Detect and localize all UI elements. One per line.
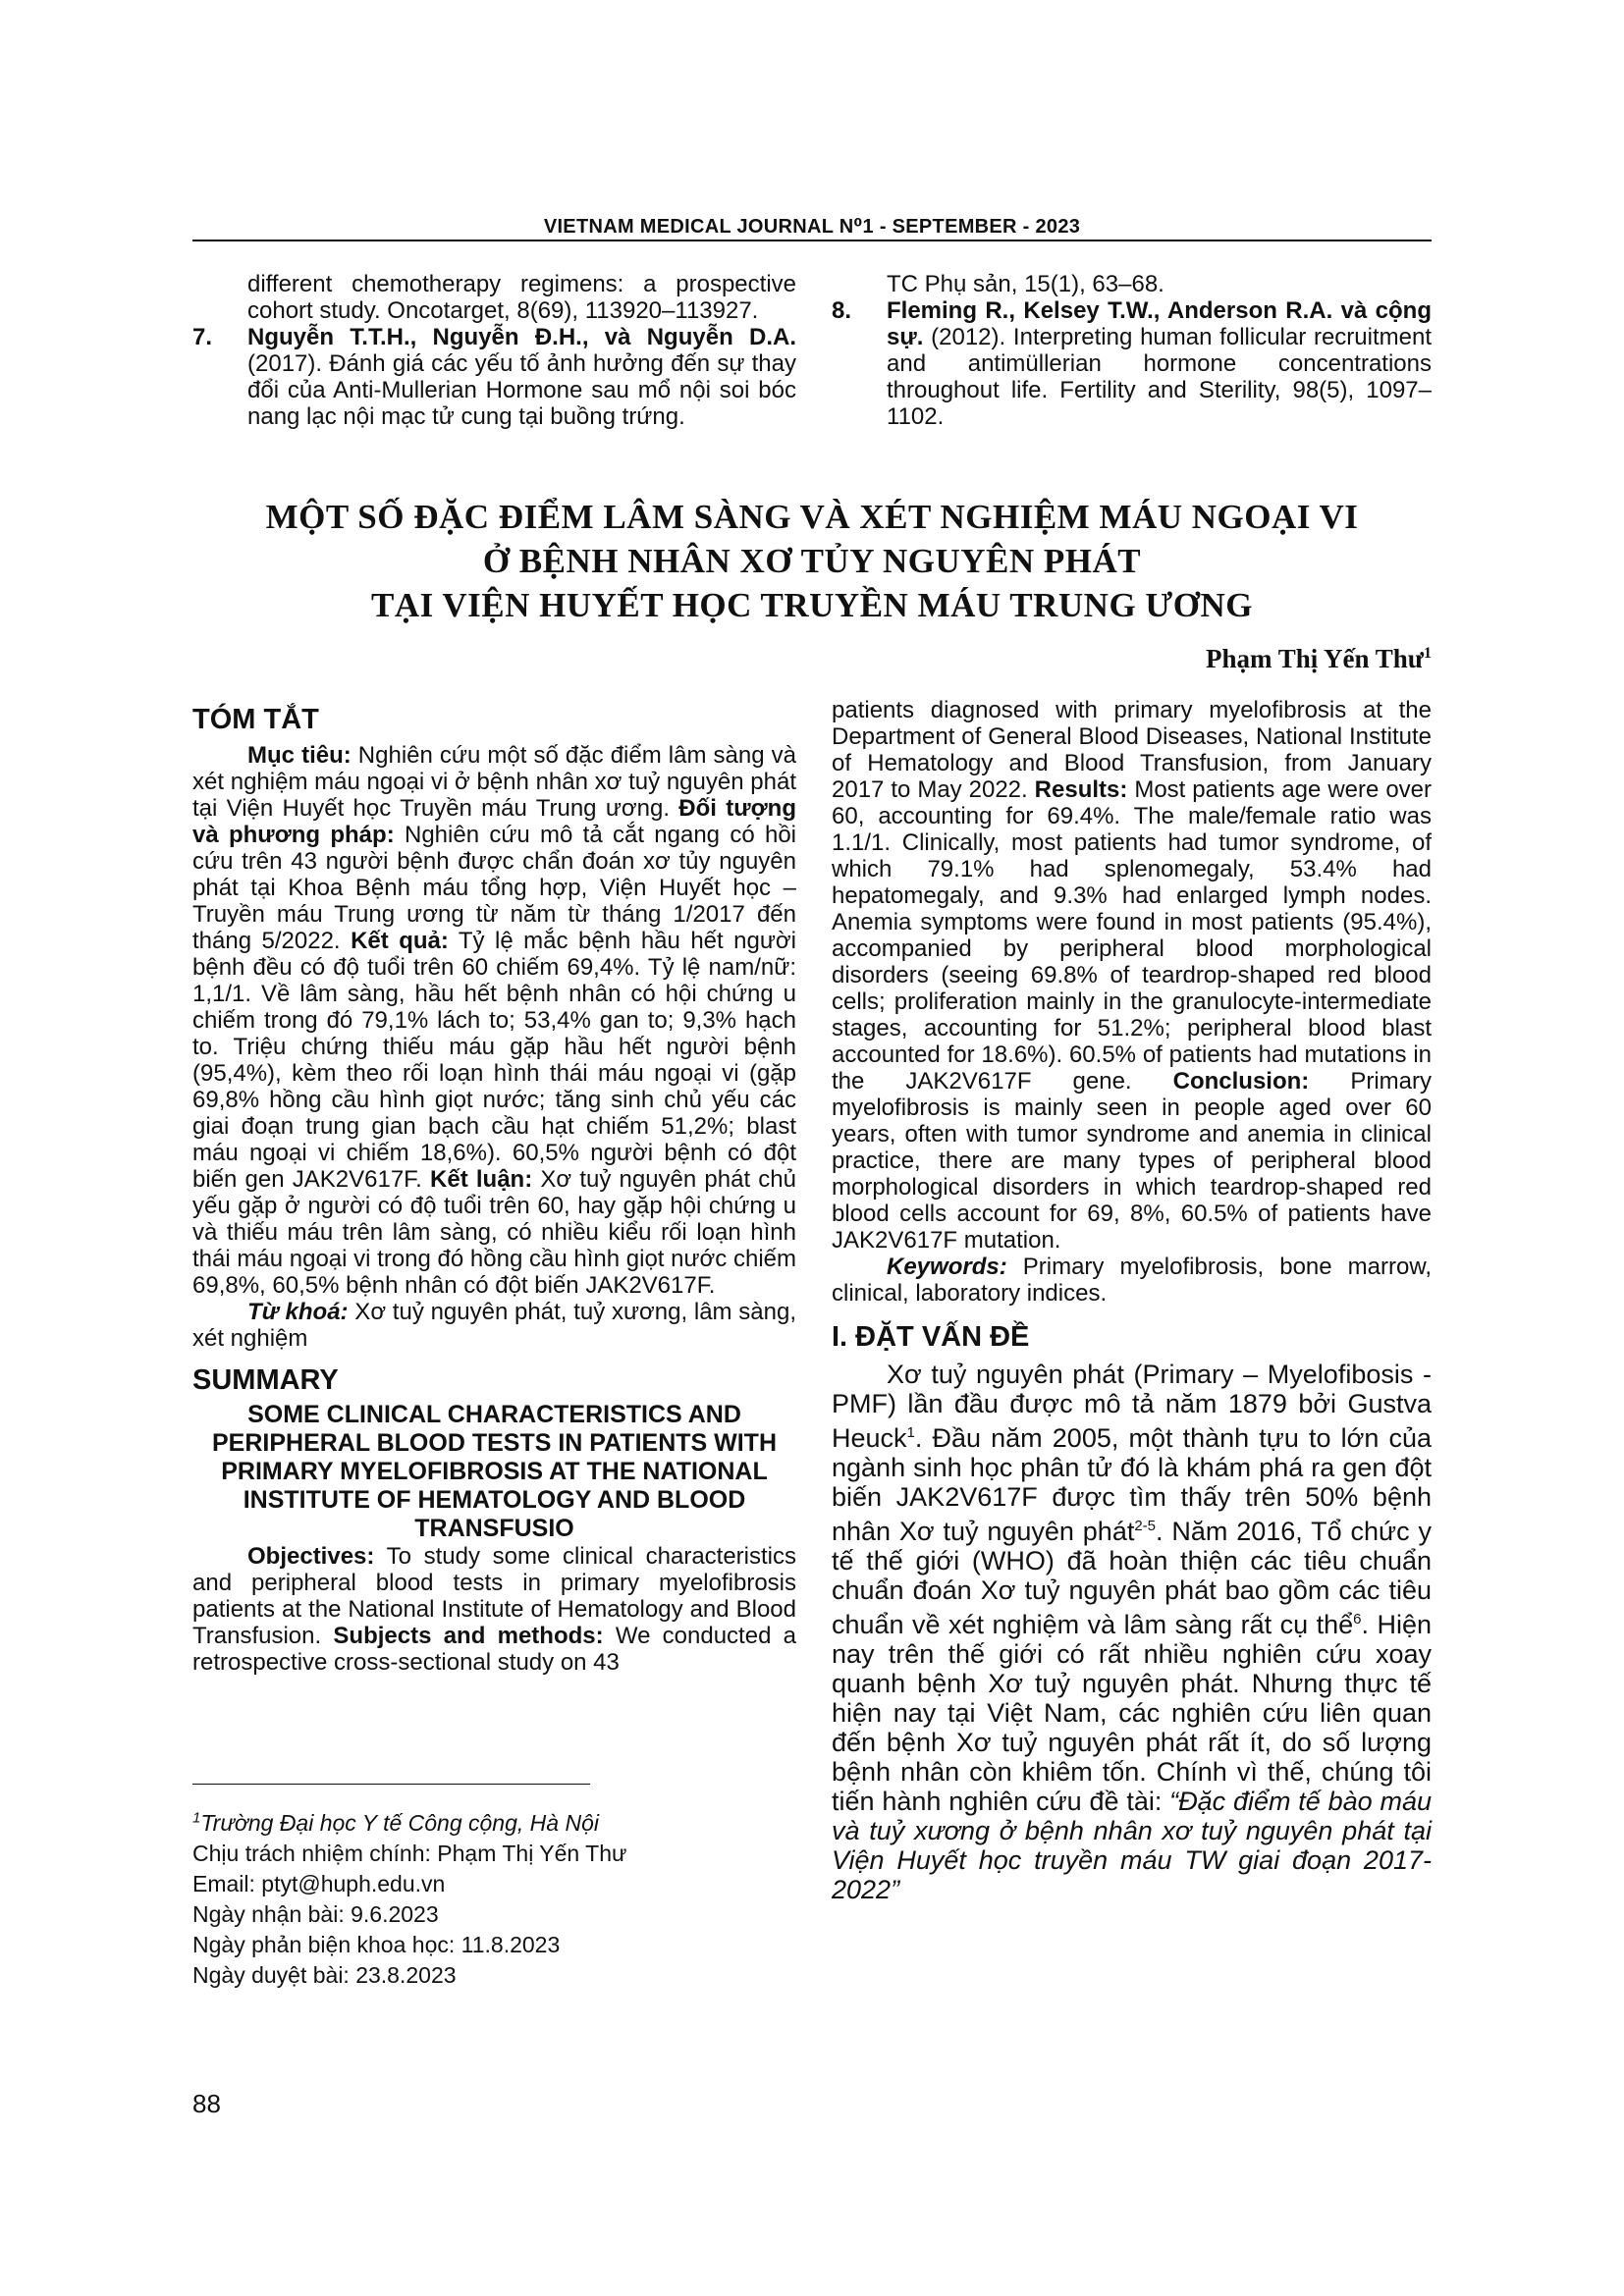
summary-body-right [832,697,1432,1254]
tu-khoa [192,1299,796,1352]
objectives-text: To study some clinical characteristics and peripheral blood tests in primary myelofibrosis patients at the National Institute of Hematology and Blood Transfusion. [192,1543,796,1649]
author-name: Phạm Thị Yến Thư [1205,644,1424,673]
title-line-3: TẠI VIỆN HUYẾT HỌC TRUYỀN MÁU TRUNG ƯƠNG [370,586,1254,624]
footnote-mark: 1 [192,1809,201,1826]
results-text: Most patients age were over 60, accounting for 69.4%. The male/female ratio was 1.1/1. Clinically, most patients had tumor syndrome, of which 79.1% had splenomegaly, 53.4% had hepatomegaly, and 9.3% had enlarged lymph nodes. Anemia symptoms were found in most patients (95.4%), accompanied by peripheral blood morphological disorders (seeing 69.8% of teardrop-shaped red blood cells; proliferation mainly in the granulocyte-intermediate stages, accounting for 51.2%; peripheral blood blast accounted for 18.6%). 60.5% of patients had mutations in the JAK2V617F gene. [832,776,1432,1095]
journal-header: VIETNAM MEDICAL JOURNAL N⁰1 - SEPTEMBER - 2023 [543,216,1081,238]
tu-khoa-label: Từ khoá: [247,1299,349,1325]
conclusion-text: Primary myelofibrosis is mainly seen in people aged over 60 years, often with tumor syndrome and anemia in clinical practice, there are many types of peripheral blood morphological disorders in which teardrop-shaped red blood cells account for 69, 8%, 60.5% of patients have JAK2V617F mutation. [832,1068,1432,1254]
references-right [832,271,1432,430]
intro-heading: I. ĐẶT VẤN ĐỀ [832,1321,1030,1353]
footnote-rule [192,1784,590,1785]
keywords-text: Primary myelofibrosis, bone marrow, clinical, laboratory indices. [832,1254,1432,1307]
objectives-label: Objectives: [247,1543,375,1570]
keywords-label: Keywords: [887,1254,1007,1280]
footnote-affiliation [192,1802,782,1839]
article-title [192,495,1432,627]
subjects-label: Subjects and methods: [333,1623,604,1649]
reference-7-continued: TC Phụ sản, 15(1), 63–68. [887,271,1164,297]
summary-title: SOME CLINICAL CHARACTERISTICS AND PERIPHERAL BLOOD TESTS IN PATIENTS WITH PRIMARY MYELOFIBROSIS AT THE NATIONAL INSTITUTE OF HEMATOLOGY AND BLOOD TRANSFUSIO [211,1401,778,1542]
citation-6: 6 [1353,1611,1362,1628]
intro-text-1: Xơ tuỷ nguyên phát (Primary – Myelofibosis - PMF) lần đầu được mô tả năm 1879 bởi Gustva Heuck [832,1360,1432,1453]
ket-qua-label: Kết quả: [351,928,449,954]
reference-7-text: (2017). Đánh giá các yếu tố ảnh hưởng đến sự thay đổi của Anti-Mullerian Hormone sau mổ nội soi bóc nang lạc nội mạc tử cung tại buồng trứng. [247,350,796,430]
tu-khoa-text: Xơ tuỷ nguyên phát, tuỷ xương, lâm sàng, xét nghiệm [192,1299,797,1352]
references-left [192,271,796,430]
reference-7 [192,324,796,430]
footnote-responsible: Chịu trách nhiệm chính: Phạm Thị Yến Thư [192,1840,627,1866]
footnote-reviewed: Ngày phản biện khoa học: 11.8.2023 [192,1931,561,1957]
footnote-affiliation-text: Trường Đại học Y tế Công cộng, Hà Nội [200,1809,599,1836]
author [1206,644,1432,674]
footnote-accepted: Ngày duyệt bài: 23.8.2023 [192,1961,457,1988]
results-label: Results: [1034,776,1128,803]
reference-8 [832,297,1432,430]
author-affil-mark: 1 [1424,645,1432,662]
footnote-received: Ngày nhận bài: 9.6.2023 [192,1900,439,1927]
summary-body-left [192,1543,796,1676]
citation-1: 1 [906,1424,915,1441]
ket-luan-text: Xơ tuỷ nguyên phát chủ yếu gặp ở người có độ tuổi trên 60, hay gặp hội chứng u và thiếu máu trên lâm sàng, có nhiều kiểu rối loạn hình thái máu ngoại vi trong đó hồng cầu hình giọt nước chiếm 69,8%, 60,5% bệnh nhân có đột biến JAK2V617F. [192,1166,796,1299]
muc-tieu-label: Mục tiêu: [247,742,352,769]
reference-7-number: 7. [192,324,213,350]
right-column [832,697,1432,1904]
intro-paragraph [832,1360,1432,1904]
footnote-email: Email: ptyt@huph.edu.vn [192,1870,446,1896]
reference-6-continued: different chemotherapy regimens: a prospective cohort study. Oncotarget, 8(69), 113920–113927. [247,271,796,324]
intro-text-2: . Đầu năm 2005, một thành tựu to lớn của ngành sinh học phân tử đó là khám phá ra gen đột biến JAK2V617F được tìm thấy trên 50% bệnh nhân Xơ tuỷ nguyên phát [832,1423,1432,1546]
keywords [832,1254,1432,1307]
summary-heading: SUMMARY [192,1364,339,1396]
intro-study-title: “Đặc điểm tế bào máu và tuỷ xương ở bệnh nhân xơ tuỷ nguyên phát tại Viện Huyết học truyền máu TW giai đoạn 2017-2022” [832,1787,1432,1904]
citation-2-5: 2-5 [1134,1518,1157,1534]
footnote [192,1802,782,1991]
intro-text-3: . Năm 2016, Tổ chức y tế thế giới (WHO) đã hoàn thiện các tiêu chuẩn chuẩn đoán Xơ tuỷ nguyên phát bao gồm các tiêu chuẩn về xét nghiệm và lâm sàng rất cụ thể [832,1517,1432,1639]
title-line-1: MỘT SỐ ĐẶC ĐIỂM LÂM SÀNG VÀ XÉT NGHIỆM MÁU NGOẠI VI [265,498,1359,536]
reference-8-number: 8. [832,297,852,324]
conclusion-label: Conclusion: [1172,1068,1310,1095]
intro-text-4: . Hiện nay trên thế giới có rất nhiều nghiên cứu xoay quanh bệnh Xơ tuỷ nguyên phát. Nhưng thực tế hiện nay tại Việt Nam, các nghiên cứu liên quan đến bệnh Xơ tuỷ nguyên phát rất ít, do số lượng bệnh nhân còn khiêm tốn. Chính vì thế, chúng tôi tiến hành nghiên cứu đề tài: [832,1610,1432,1816]
title-line-2: Ở BỆNH NHÂN XƠ TỦY NGUYÊN PHÁT [482,542,1142,580]
ket-luan-label: Kết luận: [430,1166,533,1193]
muc-tieu-text: Nghiên cứu một số đặc điểm lâm sàng và xét nghiệm máu ngoại vi ở bệnh nhân xơ tuỷ nguyên phát tại Viện Huyết học Truyền máu Trung ương. [192,742,796,822]
reference-7-authors: Nguyễn T.T.H., Nguyễn Đ.H., và Nguyễn D.A. [247,324,796,350]
abstract-vi-body [192,742,796,1299]
doi-tuong-text: Nghiên cứu mô tả cắt ngang có hồi cứu trên 43 người bệnh được chẩn đoán xơ tủy nguyên phát tại Khoa Bệnh máu tổng hợp, Viện Huyết học – Truyền máu Trung ương từ năm từ tháng 1/2017 đến tháng 5/2022. [192,822,796,954]
subjects-continued: patients diagnosed with primary myelofibrosis at the Department of General Blood Diseases, National Institute of Hematology and Blood Transfusion, from January 2017 to May 2022. [832,697,1432,803]
left-column [192,703,796,1676]
page-number: 88 [192,2089,221,2118]
doi-tuong-label: Đối tượng và phương pháp: [192,795,796,848]
reference-8-authors: Fleming R., Kelsey T.W., Anderson R.A. và cộng sự. [887,297,1432,350]
abstract-vi-heading: TÓM TẮT [192,704,319,735]
reference-8-text: (2012). Interpreting human follicular recruitment and antimüllerian hormone concentrations throughout life. Fertility and Sterility, 98(5), 1097–1102. [887,324,1432,430]
header-rule [192,240,1432,241]
subjects-text: We conducted a retrospective cross-sectional study on 43 [192,1623,797,1676]
ket-qua-text: Tỷ lệ mắc bệnh hầu hết người bệnh đều có độ tuổi trên 60 chiếm 69,4%. Tỷ lệ nam/nữ: 1,1/1. Về lâm sàng, hầu hết bệnh nhân có hội chứng u chiếm trong đó 79,1% lách to; 53,4% gan to; 9,3% hạch to. Triệu chứng thiếu máu gặp hầu hết người bệnh (95,4%), kèm theo rối loạn hình thái máu ngoại vi (gặp 69,8% hồng cầu hình giọt nước; tăng sinh chủ yếu các giai đoạn trung gian bạch cầu hạt chiếm 51,2%; blast máu ngoại vi chiếm 18,6%). 60,5% người bệnh có đột biến gen JAK2V617F. [192,928,796,1193]
